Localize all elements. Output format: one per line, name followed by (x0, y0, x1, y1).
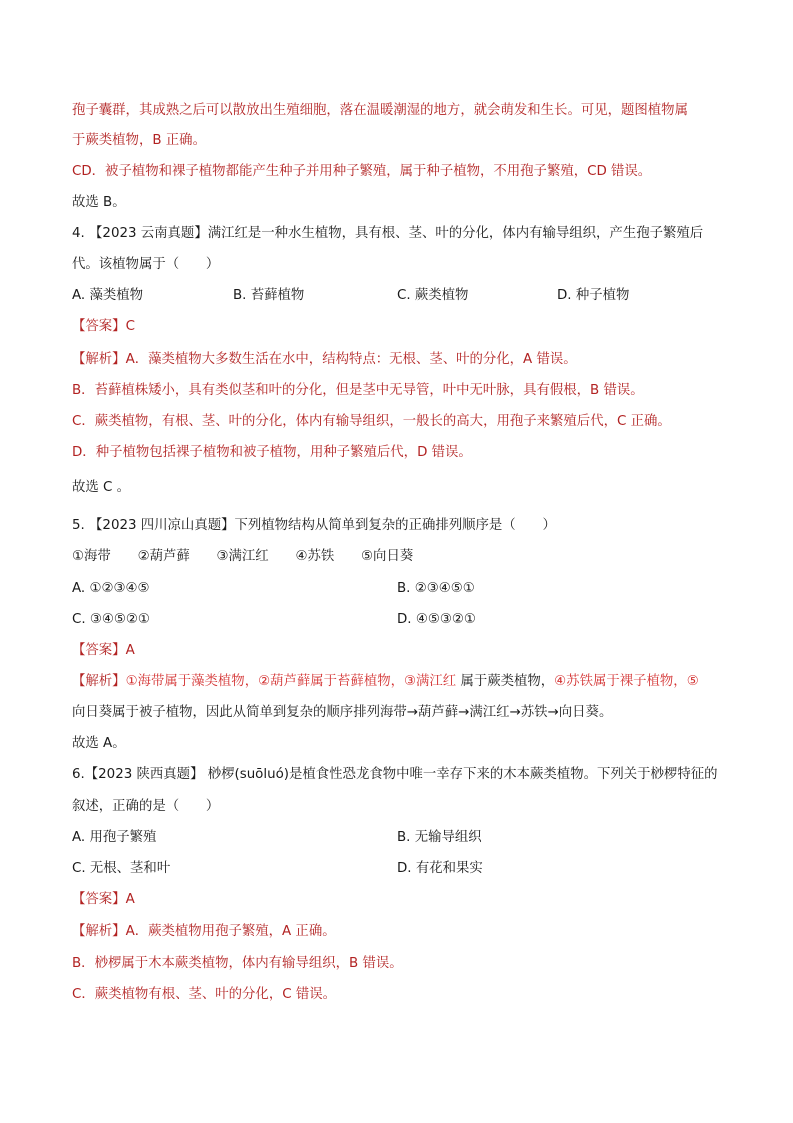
answer-tag: 【答案】 (72, 319, 126, 334)
q4-stem-line-1: 4. 【2023 云南真题】满江红是一种水生植物，具有根、茎、叶的分化，体内有输导组织，产生孢子繁殖后 (72, 226, 704, 241)
analysis-black-part: 属于蕨类植物， (460, 674, 555, 689)
q6-analysis-line-1 (72, 922, 336, 942)
q4-option-d: D. 种子植物 (557, 288, 630, 303)
analysis-text: A．蕨类植物用孢子繁殖，A 正确。 (125, 924, 336, 939)
q6-answer (72, 890, 135, 910)
answer-tag: 【答案】 (72, 643, 126, 658)
q4-analysis-line-2: B．苔藓植株矮小，具有类似茎和叶的分化，但是茎中无导管，叶中无叶脉，具有假根，B 错误。 (72, 383, 644, 398)
q5-option-d: D. ④⑤③②① (397, 612, 476, 627)
q5-answer (72, 641, 135, 661)
q6-stem-line-2: 叙述，正确的是（ ） (72, 799, 220, 814)
prev-analysis-line-2: 于蕨类植物，B 正确。 (72, 133, 206, 148)
answer-tag: 【答案】 (72, 892, 126, 907)
answer-value: A (125, 892, 135, 907)
q4-stem-line-2: 代。该植物属于（ ） (72, 257, 220, 272)
answer-value: A (125, 643, 135, 658)
q5-choice: 故选 A。 (72, 736, 126, 751)
analysis-red-part-1: ①海带属于藻类植物，②葫芦藓属于苔藓植物，③满江红 (125, 674, 457, 689)
q4-choice: 故选 C 。 (72, 480, 131, 495)
analysis-tag: 【解析】 (72, 352, 126, 367)
q5-analysis-line-1 (72, 672, 699, 692)
q6-option-a: A. 用孢子繁殖 (72, 830, 157, 845)
q6-analysis-line-2: B．桫椤属于木本蕨类植物，体内有输导组织，B 错误。 (72, 956, 403, 971)
q4-option-c: C. 蕨类植物 (397, 288, 469, 303)
q4-analysis-line-3: C．蕨类植物，有根、茎、叶的分化，体内有输导组织，一般长的高大，用孢子来繁殖后代，C 正确。 (72, 414, 671, 429)
q6-option-c: C. 无根、茎和叶 (72, 861, 171, 876)
analysis-tag: 【解析】 (72, 924, 126, 939)
q4-analysis-line-1 (72, 350, 577, 370)
analysis-text: A．藻类植物大多数生活在水中，结构特点：无根、茎、叶的分化，A 错误。 (125, 352, 577, 367)
q6-stem-line-1: 6.【2023 陕西真题】 桫椤(suōluó)是植食性恐龙食物中唯一幸存下来的木本蕨类植物。下列关于桫椤特征的 (72, 767, 718, 782)
q5-option-a: A. ①②③④⑤ (72, 581, 150, 596)
q4-option-b: B. 苔藓植物 (233, 288, 305, 303)
q4-option-a: A. 藻类植物 (72, 288, 143, 303)
prev-choice: 故选 B。 (72, 195, 126, 210)
q6-option-b: B. 无输导组织 (397, 830, 482, 845)
prev-analysis-line-3: CD．被子植物和裸子植物都能产生种子并用种子繁殖，属于种子植物，不用孢子繁殖，CD 错误。 (72, 164, 652, 179)
answer-value: C (125, 319, 135, 334)
analysis-red-part-2: ④苏铁属于裸子植物，⑤ (554, 674, 699, 689)
q5-stem: 5. 【2023 四川凉山真题】下列植物结构从简单到复杂的正确排列顺序是（ ） (72, 518, 556, 533)
q5-analysis-line-2: 向日葵属于被子植物，因此从简单到复杂的顺序排列海带→葫芦藓→满江红→苏铁→向日葵。 (72, 705, 613, 720)
q6-option-d: D. 有花和果实 (397, 861, 483, 876)
q5-option-b: B. ②③④⑤① (397, 581, 475, 596)
q5-items: ①海带 ②葫芦藓 ③满江红 ④苏铁 ⑤向日葵 (72, 549, 414, 564)
prev-analysis-line-1: 孢子囊群，其成熟之后可以散放出生殖细胞，落在温暖潮湿的地方，就会萌发和生长。可见，题图植物属 (72, 103, 688, 118)
q4-answer (72, 317, 135, 337)
q6-analysis-line-3: C．蕨类植物有根、茎、叶的分化，C 错误。 (72, 987, 336, 1002)
analysis-tag: 【解析】 (72, 674, 126, 689)
q4-analysis-line-4: D．种子植物包括裸子植物和被子植物，用种子繁殖后代，D 错误。 (72, 445, 472, 460)
q5-option-c: C. ③④⑤②① (72, 612, 150, 627)
